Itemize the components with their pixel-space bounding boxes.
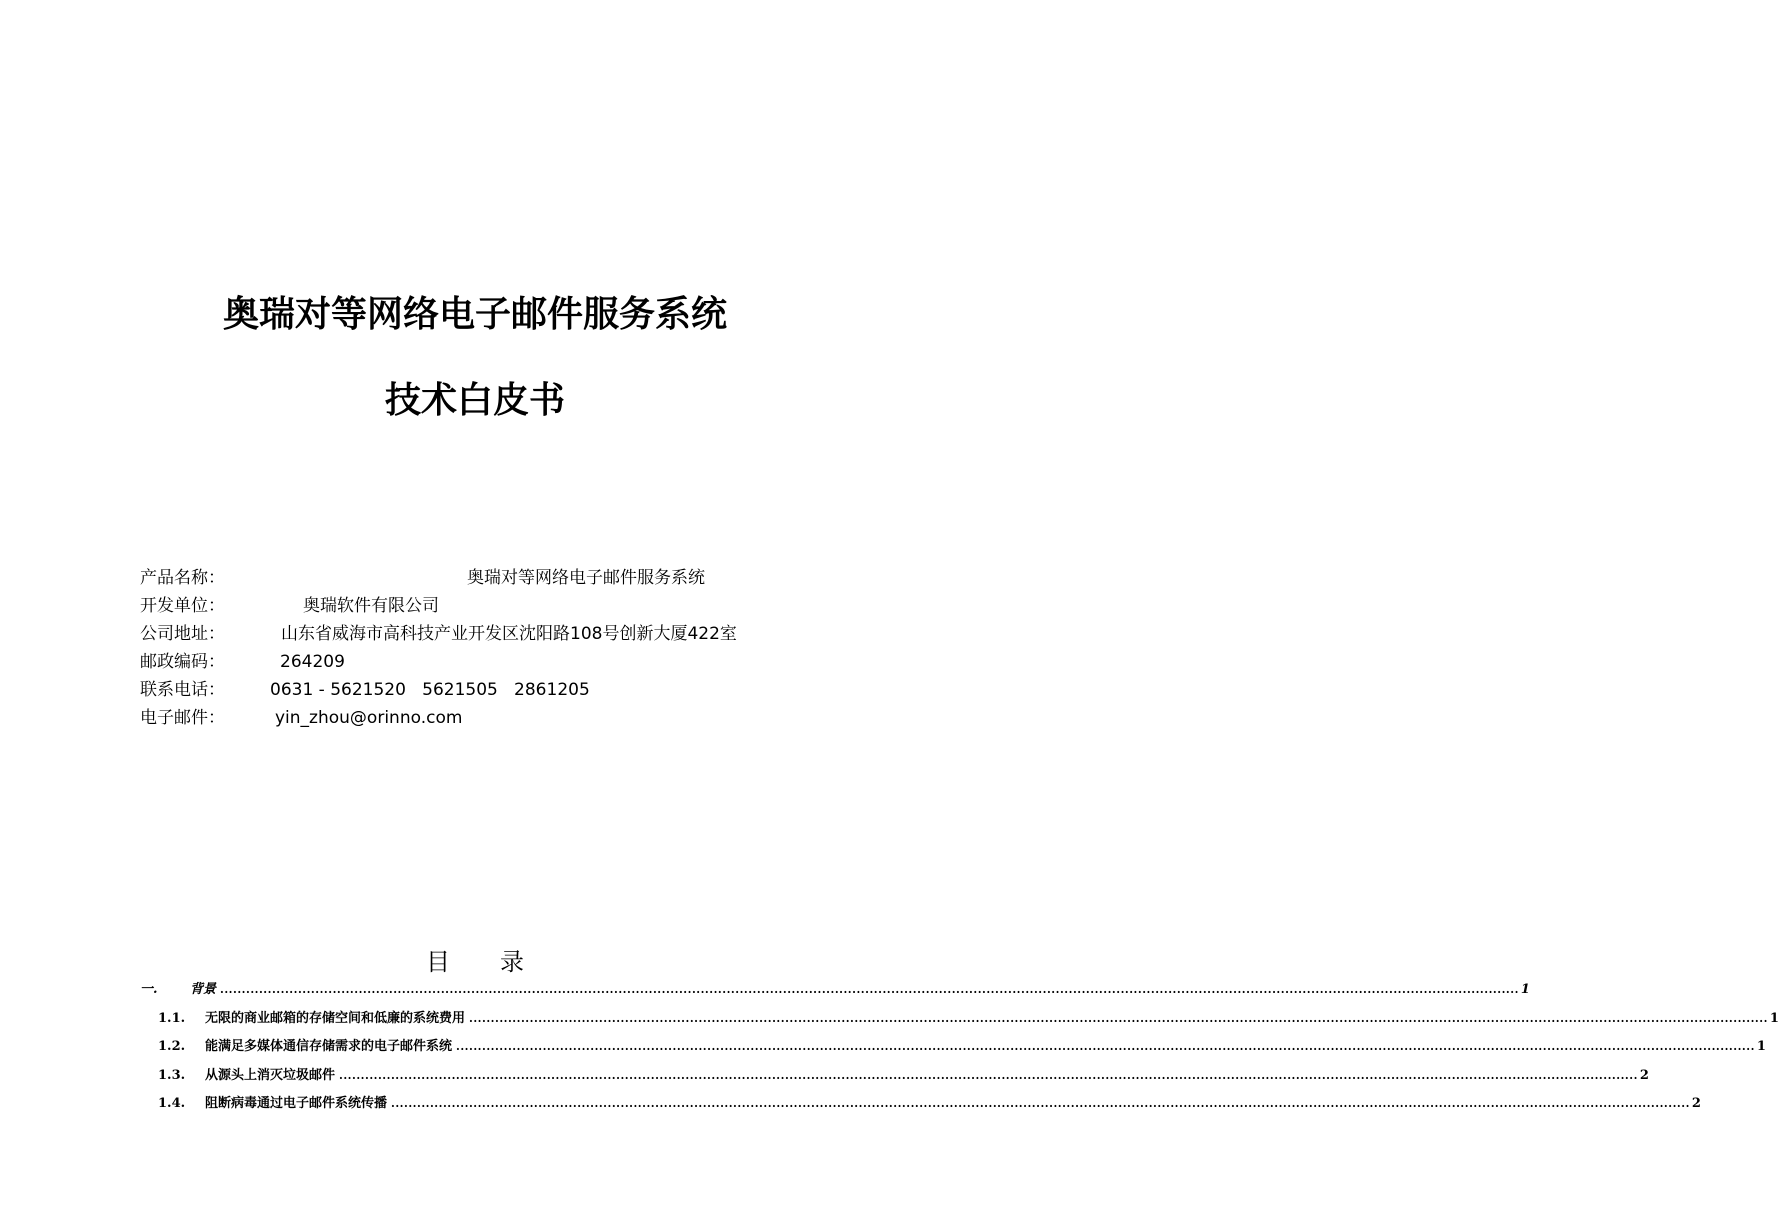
info-row-product-name bbox=[140, 565, 860, 593]
info-value: yin_zhou@orinno.com bbox=[275, 708, 463, 728]
info-label: 电子邮件： bbox=[140, 708, 225, 728]
toc-entry-page: 2 bbox=[1639, 1067, 1649, 1083]
toc-entry-title: 从源头上消灭垃圾邮件 bbox=[205, 1067, 336, 1083]
toc-heading-left: 目 bbox=[426, 948, 450, 976]
toc-entry-page: 1 bbox=[1756, 1039, 1766, 1054]
toc-entry-number: 1.2. bbox=[158, 1039, 186, 1054]
info-label: 公司地址： bbox=[140, 624, 225, 644]
info-value: 0631 - 5621520 5621505 2861205 bbox=[270, 680, 590, 700]
toc-entry-number: 1.1. bbox=[158, 1010, 186, 1026]
toc-entry-title: 阻断病毒通过电子邮件系统传播 bbox=[205, 1096, 388, 1111]
document-subtitle: 技术白皮书 bbox=[384, 380, 565, 421]
info-label: 开发单位： bbox=[140, 596, 225, 616]
toc-entry-title: 能满足多媒体通信存储需求的电子邮件系统 bbox=[205, 1039, 453, 1054]
toc-leader-dots: ............................................................................................................................................................................................................................................................................................................ bbox=[220, 983, 1519, 996]
info-value: 264209 bbox=[280, 652, 345, 672]
info-label: 邮政编码： bbox=[140, 652, 225, 672]
toc-entry-number: 1.3. bbox=[158, 1067, 186, 1083]
info-label: 产品名称： bbox=[140, 568, 225, 588]
toc-leader-dots: ............................................................................................................................................................................................................................................................................................................ bbox=[469, 1011, 1768, 1025]
toc-leader-dots: ............................................................................................................................................................................................................................................................................................................ bbox=[456, 1040, 1755, 1053]
toc-entry-page: 2 bbox=[1691, 1096, 1701, 1111]
document-title: 奥瑞对等网络电子邮件服务系统 bbox=[222, 294, 727, 335]
product-info bbox=[140, 565, 860, 733]
info-value: 奥瑞软件有限公司 bbox=[303, 596, 439, 616]
toc-heading bbox=[0, 942, 950, 977]
toc-entry[interactable] bbox=[140, 980, 1530, 1009]
info-row-postal-code bbox=[140, 649, 860, 677]
toc-entry-title: 背景 bbox=[190, 982, 217, 997]
toc-leader-dots: ............................................................................................................................................................................................................................................................................................................ bbox=[391, 1097, 1690, 1110]
toc-entry-page: 1 bbox=[1520, 982, 1530, 997]
info-label: 联系电话： bbox=[140, 680, 225, 700]
toc-entry-page: 1 bbox=[1769, 1010, 1779, 1026]
toc-entry[interactable] bbox=[140, 1094, 1701, 1123]
toc-heading-right: 录 bbox=[500, 948, 524, 976]
info-value: 山东省威海市高科技产业开发区沈阳路108号创新大厦422室 bbox=[281, 624, 737, 644]
info-row-address bbox=[140, 621, 860, 649]
info-row-developer bbox=[140, 593, 860, 621]
toc-leader-dots: ............................................................................................................................................................................................................................................................................................................ bbox=[339, 1068, 1638, 1082]
info-row-email bbox=[140, 705, 860, 733]
info-row-phone bbox=[140, 677, 860, 705]
toc-entry[interactable] bbox=[140, 1066, 1649, 1095]
toc-entry[interactable] bbox=[140, 1037, 1766, 1066]
toc-entry-title: 无限的商业邮箱的存储空间和低廉的系统费用 bbox=[205, 1010, 466, 1026]
toc-entry[interactable] bbox=[140, 1009, 1779, 1038]
toc-entry-number: 1.4. bbox=[158, 1096, 186, 1111]
info-value: 奥瑞对等网络电子邮件服务系统 bbox=[467, 568, 705, 588]
toc-entry-number: 一. bbox=[140, 982, 158, 997]
table-of-contents bbox=[140, 980, 1779, 1123]
